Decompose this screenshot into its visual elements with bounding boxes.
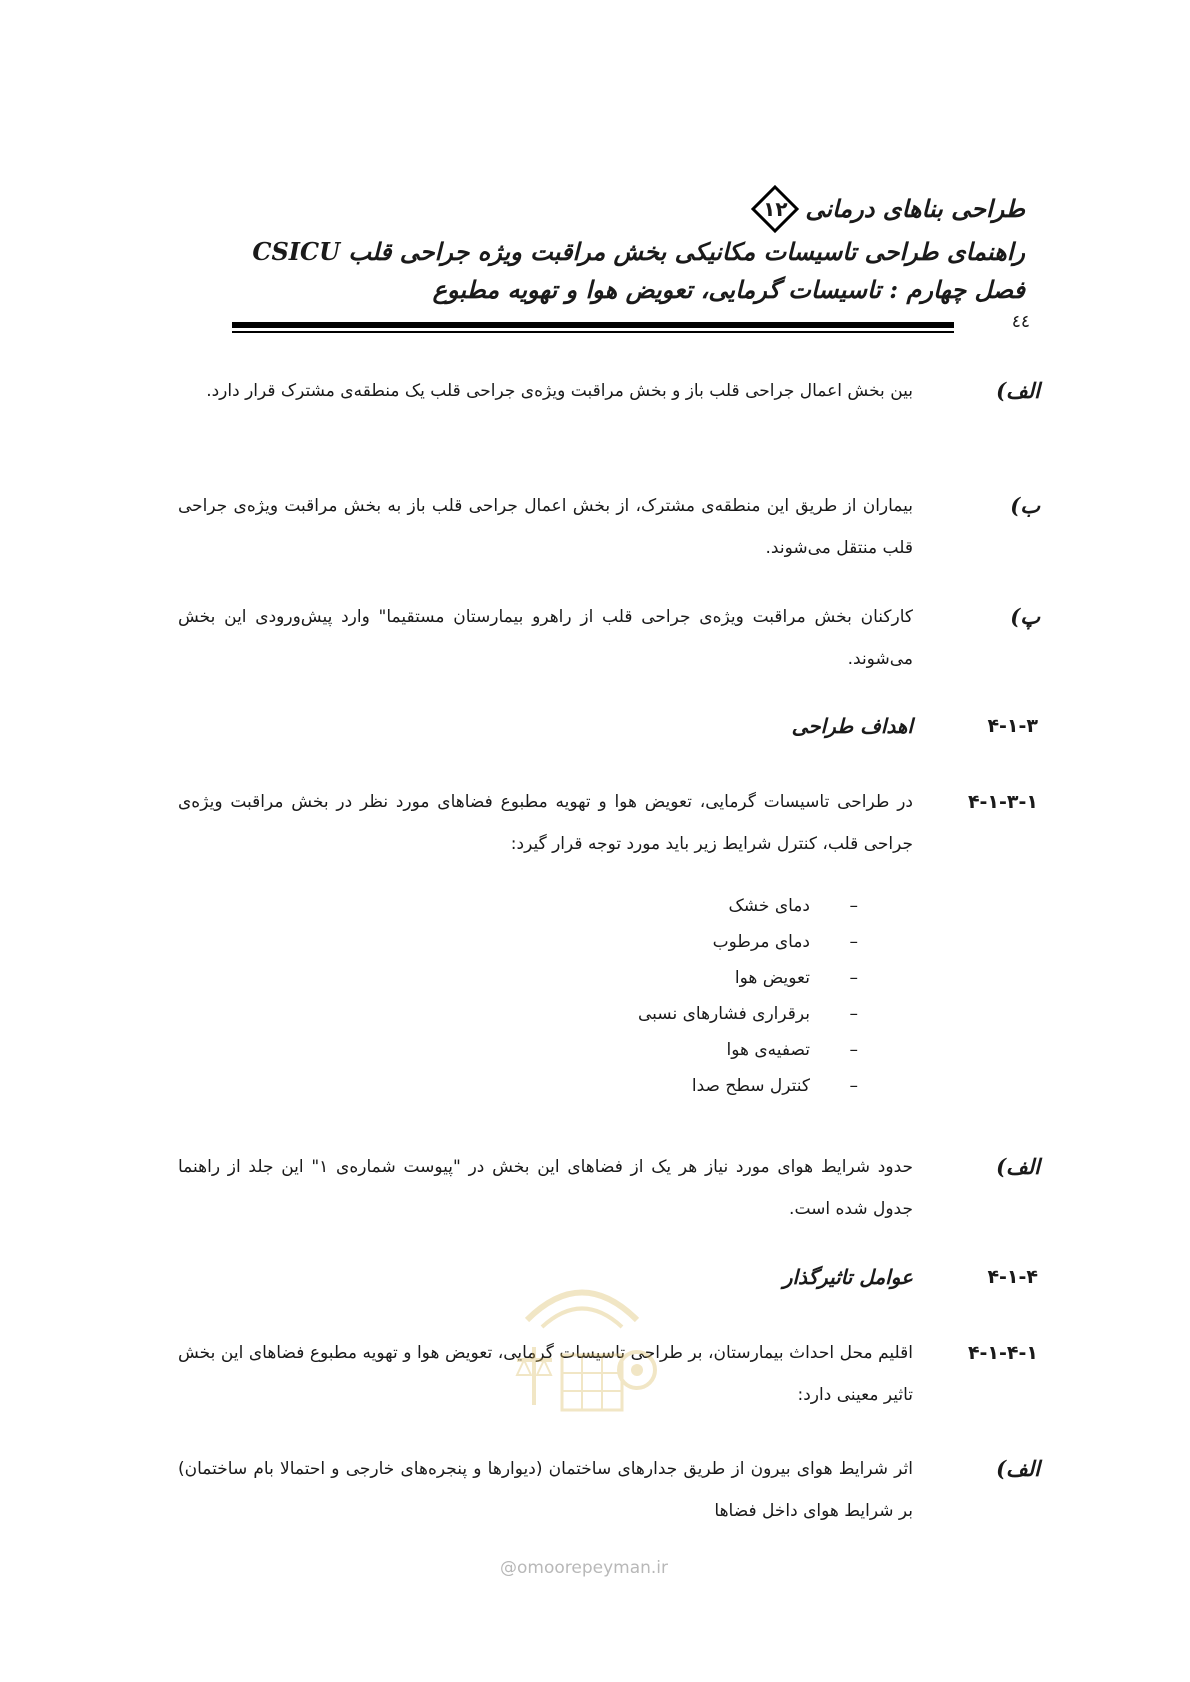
item-label: الف): [996, 1154, 1040, 1179]
clause: [178, 781, 1040, 865]
list-item: [638, 1068, 858, 1104]
bullet-marker: –: [849, 968, 858, 988]
book-title-line: [252, 185, 1025, 233]
item-label: الف): [996, 1456, 1040, 1481]
section-title: اهداف طراحی: [791, 714, 913, 738]
book-title: طراحی بناهای درمانی: [805, 194, 1025, 223]
section-number: ۴-۱-۳: [987, 715, 1038, 737]
list-item: [638, 888, 858, 924]
bullet-text: دمای خشک: [728, 896, 810, 916]
clause-number: ۴-۱-۴-۱: [967, 1342, 1038, 1364]
volume-number: ۱۲: [763, 197, 788, 221]
list-item: [178, 370, 1040, 412]
clause-text: در طراحی تاسیسات گرمایی، تعویض هوا و تهویه مطبوع فضاهای مورد نظر در بخش مراقبت ویژه‌ی جراحی قلب، کنترل شرایط زیر باید مورد توجه قرار گیرد:: [178, 792, 913, 854]
list-item: [638, 996, 858, 1032]
bullet-text: تصفیه‌ی هوا: [726, 1040, 810, 1060]
bullet-marker: –: [849, 1076, 858, 1096]
clause-number: ۴-۱-۳-۱: [967, 791, 1038, 813]
list-item: [178, 596, 1040, 680]
requirements-list: [638, 888, 858, 1104]
bullet-marker: –: [849, 1004, 858, 1024]
item-label: پ): [1010, 604, 1040, 629]
item-text: اثر شرایط هوای بیرون از طریق جدارهای ساختمان (دیوارها و پنجره‌های خارجی و احتمالا بام ساختمان) بر شرایط هوای داخل فضاها: [178, 1459, 913, 1521]
seal-logo-icon: [487, 1265, 677, 1435]
volume-badge: [751, 185, 799, 233]
clause-text: اقلیم محل احداث بیمارستان، بر طراحی تاسیسات گرمایی، تعویض هوا و تهویه مطبوع فضاهای این بخش تاثیر معینی دارد:: [178, 1343, 913, 1405]
bullet-text: کنترل سطح صدا: [691, 1076, 810, 1096]
watermark-text: @omoorepeyman.ir: [500, 1558, 669, 1578]
page-number: ٤٤: [1011, 312, 1030, 332]
bullet-text: برقراری فشارهای نسبی: [638, 1004, 810, 1024]
guide-title: راهنمای طراحی تاسیسات مکانیکی بخش مراقبت ویژه جراحی قلب CSICU: [252, 237, 1025, 266]
section-title: عوامل تاثیرگذار: [782, 1265, 913, 1289]
list-item: [178, 1146, 1040, 1230]
list-item: [178, 485, 1040, 569]
list-item: [638, 960, 858, 996]
bullet-marker: –: [849, 896, 858, 916]
list-item: [638, 924, 858, 960]
bullet-marker: –: [849, 1040, 858, 1060]
item-label: الف): [996, 378, 1040, 403]
list-item: [178, 1448, 1040, 1532]
section-heading: [178, 705, 1040, 747]
header-rule-thick: [232, 322, 954, 328]
chapter-title: فصل چهارم : تاسیسات گرمایی، تعویض هوا و تهویه مطبوع: [432, 275, 1025, 304]
item-text: بین بخش اعمال جراحی قلب باز و بخش مراقبت ویژه‌ی جراحی قلب یک منطقه‌ی مشترک قرار دارد.: [206, 381, 913, 401]
list-item: [638, 1032, 858, 1068]
bullet-text: تعویض هوا: [734, 968, 810, 988]
header-rule-thin: [232, 331, 954, 333]
item-text: بیماران از طریق این منطقه‌ی مشترک، از بخش اعمال جراحی قلب باز به بخش مراقبت ویژه‌ی جراحی قلب منتقل می‌شوند.: [178, 496, 913, 558]
section-number: ۴-۱-۴: [987, 1266, 1038, 1288]
bullet-text: دمای مرطوب: [712, 932, 810, 952]
item-label: ب): [1010, 493, 1040, 518]
page-header: [252, 185, 1025, 309]
item-text: کارکنان بخش مراقبت ویژه‌ی جراحی قلب از راهرو بیمارستان مستقیما" وارد پیش‌ورودی این بخش می‌شوند.: [178, 607, 913, 669]
bullet-marker: –: [849, 932, 858, 952]
item-text: حدود شرایط هوای مورد نیاز هر یک از فضاهای این بخش در "پیوست شماره‌ی ۱" این جلد از راهنما جدول شده است.: [178, 1157, 913, 1219]
